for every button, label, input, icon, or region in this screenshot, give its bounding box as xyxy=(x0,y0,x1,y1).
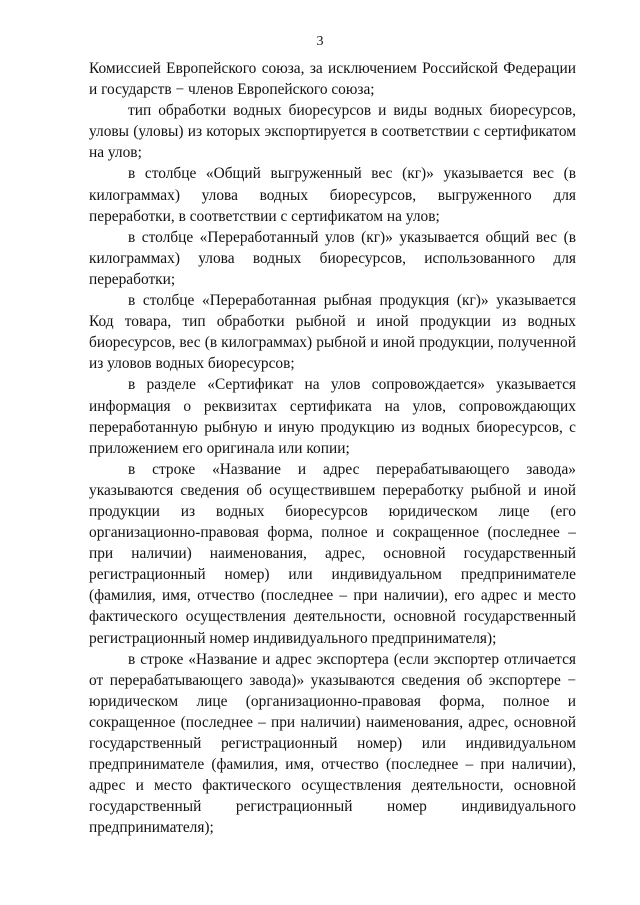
paragraph: в строке «Название и адрес перерабатывающего завода» указываются сведения об осуществившем переработку рыбной и иной продукции из водных биоресурсов юридическом лице (его организационно-правовая форма, полное и сокращенное (последнее – при наличии) наименования, адрес, основной государственный регистрационный номер) или индивидуальном предпринимателе (фамилия, имя, отчество (последнее – при наличии), его адрес и место фактического осуществления деятельности, основной государственный регистрационный номер индивидуального предпринимателя); xyxy=(89,460,576,647)
paragraph: тип обработки водных биоресурсов и виды водных биоресурсов, уловы (уловы) из которых экспортируется в соответствии с сертификатом на улов; xyxy=(89,102,576,162)
paragraph-continuation: Комиссией Европейского союза, за исключением Российской Федерации и государств − членов Европейского союза; xyxy=(89,60,576,99)
document-body xyxy=(89,58,576,838)
paragraph: в строке «Название и адрес экспортера (если экспортер отличается от перерабатывающего завода)» указываются сведения об экспортере − юридическом лице (организационно-правовая форма, полное и сокращенное (последнее – при наличии) наименования, адрес, основной государственный регистрационный номер) или индивидуальном предпринимателе (фамилия, имя, отчество (последнее – при наличии), адрес и место фактического осуществления деятельности, основной государственный регистрационный номер индивидуального предпринимателя); xyxy=(89,650,576,837)
paragraph: в столбце «Переработанный улов (кг)» указывается общий вес (в килограммах) улова водных биоресурсов, использованного для переработки; xyxy=(89,228,576,288)
paragraph: в разделе «Сертификат на улов сопровождается» указывается информация о реквизитах сертификата на улов, сопровождающих переработанную рыбную и иную продукцию из водных биоресурсов, с приложением его оригинала или копии; xyxy=(89,376,576,457)
paragraph: в столбце «Переработанная рыбная продукция (кг)» указывается Код товара, тип обработки рыбной и иной продукции из водных биоресурсов, вес (в килограммах) рыбной и иной продукции, полученной из уловов водных биоресурсов; xyxy=(89,292,576,373)
page-number: 3 xyxy=(316,34,324,49)
paragraph: в столбце «Общий выгруженный вес (кг)» указывается вес (в килограммах) улова водных биоресурсов, выгруженного для переработки, в соответствии с сертификатом на улов; xyxy=(89,165,576,225)
